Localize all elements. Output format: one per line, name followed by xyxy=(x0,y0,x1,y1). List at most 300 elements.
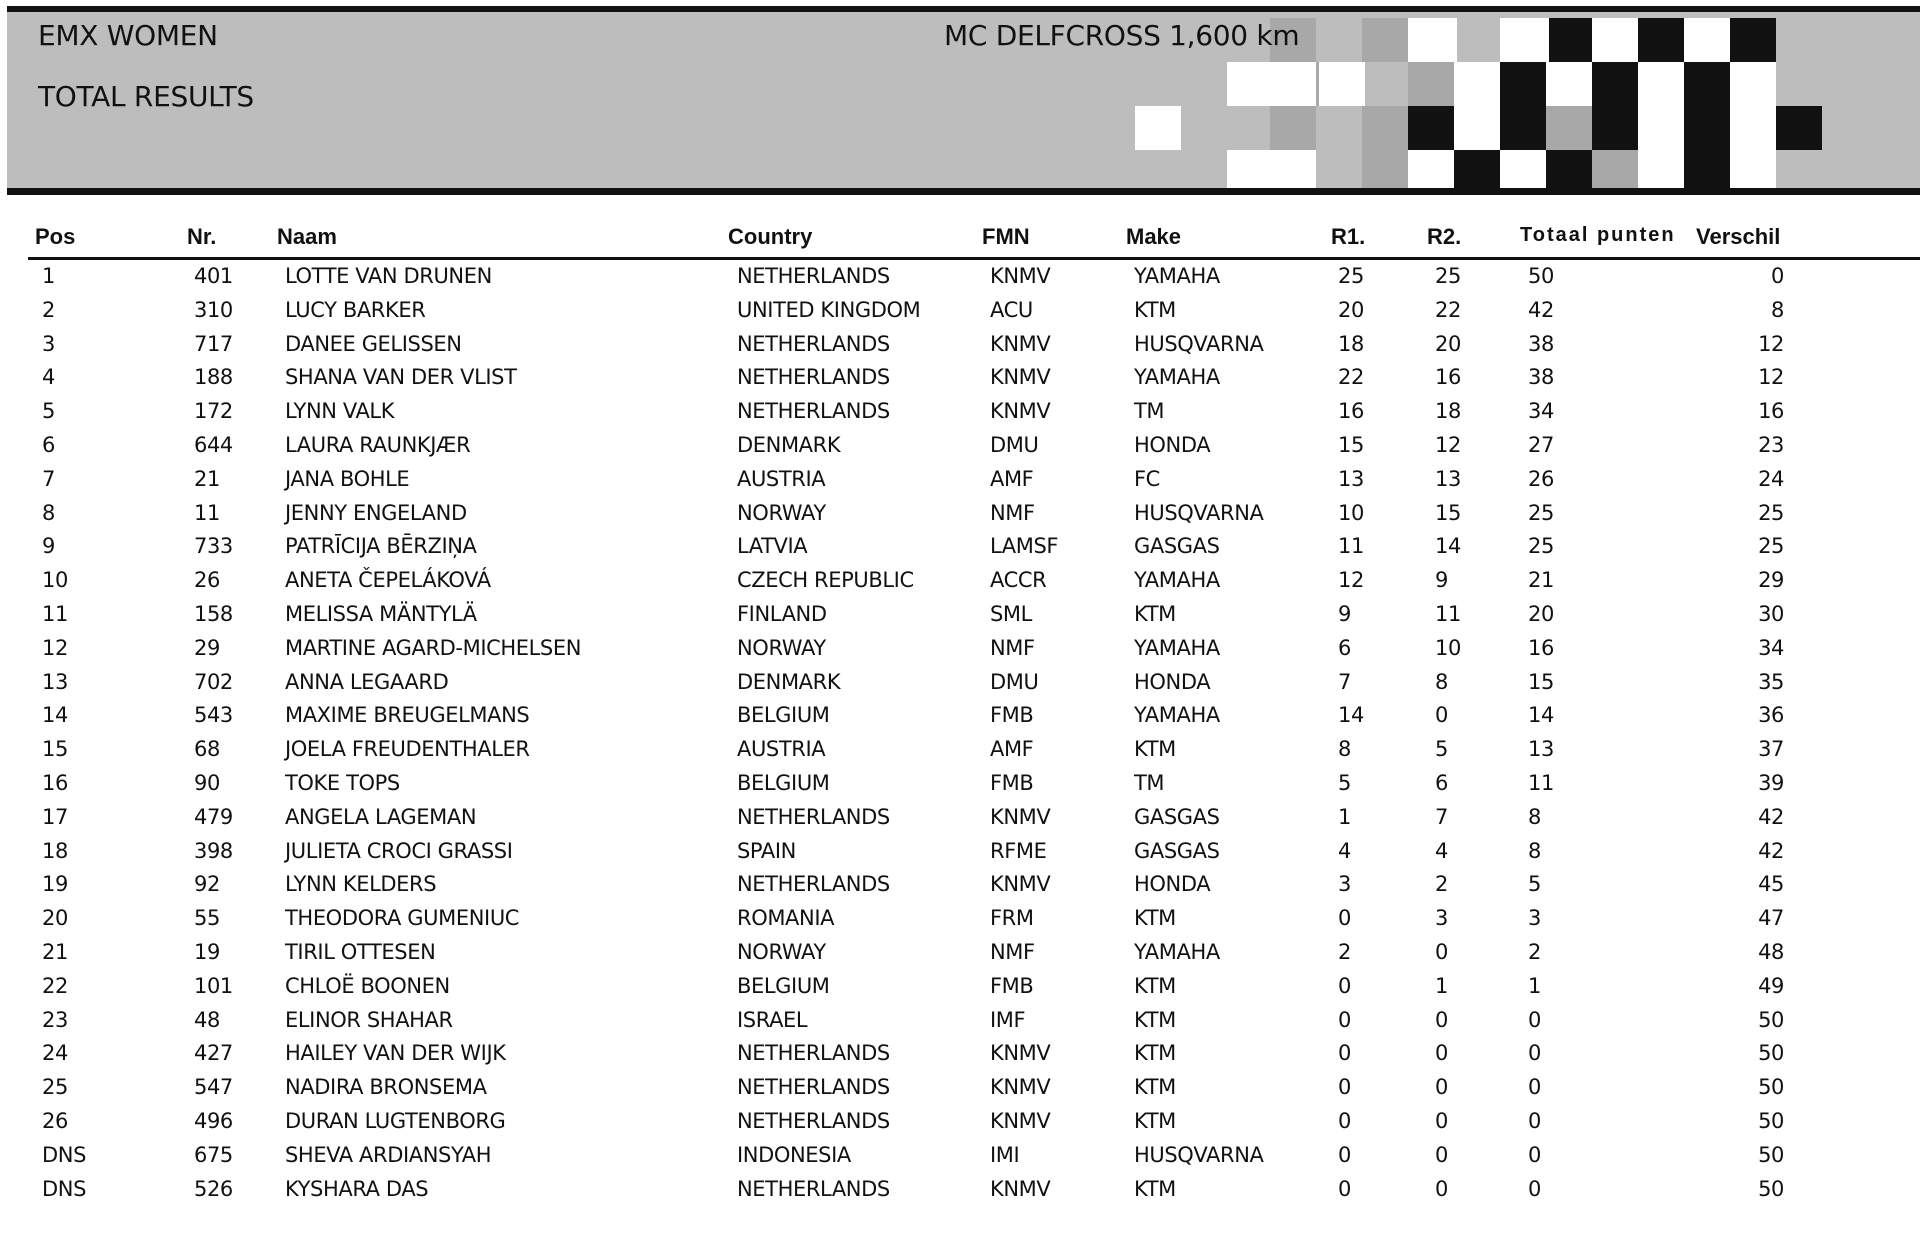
cell-fmn: FMB xyxy=(990,973,1034,998)
cell-fmn: KNMV xyxy=(990,365,1051,390)
cell-r2: 6 xyxy=(1435,770,1448,795)
cell-verschil: 24 xyxy=(1758,466,1784,491)
flag-square xyxy=(1454,150,1500,194)
cell-nr: 547 xyxy=(194,1075,233,1100)
cell-nr: 398 xyxy=(194,838,233,863)
col-header-country: Country xyxy=(728,224,813,249)
cell-country: NETHERLANDS xyxy=(737,399,890,424)
cell-totaal: 42 xyxy=(1528,297,1554,322)
cell-country: DENMARK xyxy=(737,432,841,457)
flag-square xyxy=(1638,150,1684,194)
table-row xyxy=(0,566,1920,600)
flag-square xyxy=(1408,106,1454,150)
cell-naam: LAURA RAUNKJÆR xyxy=(285,432,471,457)
cell-totaal: 2 xyxy=(1528,939,1541,964)
cell-naam: THEODORA GUMENIUC xyxy=(285,906,520,931)
cell-totaal: 34 xyxy=(1528,399,1554,424)
cell-r2: 3 xyxy=(1435,906,1448,931)
cell-totaal: 0 xyxy=(1528,1075,1541,1100)
cell-verschil: 25 xyxy=(1758,534,1784,559)
cell-pos: 19 xyxy=(42,872,68,897)
cell-fmn: FMB xyxy=(990,770,1034,795)
cell-r1: 0 xyxy=(1338,1007,1351,1032)
cell-naam: SHEVA ARDIANSYAH xyxy=(285,1142,492,1167)
cell-r1: 25 xyxy=(1338,264,1364,288)
table-row xyxy=(0,1006,1920,1040)
cell-fmn: KNMV xyxy=(990,331,1051,356)
cell-country: NETHERLANDS xyxy=(737,1041,890,1066)
cell-pos: 3 xyxy=(42,331,55,356)
cell-r2: 22 xyxy=(1435,297,1461,322)
flag-square xyxy=(1546,150,1592,194)
cell-verschil: 35 xyxy=(1758,669,1784,694)
cell-pos: 5 xyxy=(42,399,55,424)
cell-country: NORWAY xyxy=(737,635,826,660)
flag-square xyxy=(1592,62,1638,106)
cell-fmn: KNMV xyxy=(990,804,1051,829)
cell-fmn: LAMSF xyxy=(990,534,1059,559)
cell-make: GASGAS xyxy=(1134,838,1220,863)
cell-verschil: 50 xyxy=(1758,1142,1784,1167)
cell-naam: CHLOË BOONEN xyxy=(285,973,450,998)
cell-country: AUSTRIA xyxy=(737,737,826,762)
cell-pos: 20 xyxy=(42,906,68,931)
cell-pos: 22 xyxy=(42,973,68,998)
cell-make: KTM xyxy=(1134,1176,1176,1201)
cell-r1: 16 xyxy=(1338,399,1364,424)
cell-pos: 24 xyxy=(42,1041,68,1066)
cell-verschil: 42 xyxy=(1758,804,1784,829)
cell-nr: 29 xyxy=(194,635,220,660)
cell-country: UNITED KINGDOM xyxy=(737,297,921,322)
cell-make: KTM xyxy=(1134,1075,1176,1100)
cell-r2: 1 xyxy=(1435,973,1448,998)
cell-verschil: 47 xyxy=(1758,906,1784,931)
flag-square xyxy=(1546,106,1592,150)
cell-naam: KYSHARA DAS xyxy=(285,1176,429,1201)
cell-country: NETHERLANDS xyxy=(737,872,890,897)
table-row xyxy=(0,296,1920,330)
cell-r1: 0 xyxy=(1338,906,1351,931)
flag-square xyxy=(1454,62,1500,106)
cell-make: HUSQVARNA xyxy=(1134,331,1264,356)
col-header-verschil: Verschil xyxy=(1696,224,1781,249)
cell-totaal: 3 xyxy=(1528,906,1541,931)
cell-fmn: KNMV xyxy=(990,264,1051,288)
table-row xyxy=(0,262,1920,296)
cell-naam: JULIETA CROCI GRASSI xyxy=(285,838,513,863)
cell-r2: 16 xyxy=(1435,365,1461,390)
flag-square xyxy=(1270,150,1316,194)
cell-totaal: 50 xyxy=(1528,264,1554,288)
cell-nr: 55 xyxy=(194,906,220,931)
cell-pos: DNS xyxy=(42,1142,87,1167)
cell-fmn: ACU xyxy=(990,297,1033,322)
flag-square xyxy=(1362,18,1408,62)
cell-fmn: RFME xyxy=(990,838,1047,863)
cell-pos: 2 xyxy=(42,297,55,322)
cell-nr: 26 xyxy=(194,568,220,593)
cell-naam: DURAN LUGTENBORG xyxy=(285,1108,506,1133)
flag-square xyxy=(1227,150,1273,194)
cell-totaal: 38 xyxy=(1528,331,1554,356)
flag-square xyxy=(1408,62,1454,106)
cell-make: GASGAS xyxy=(1134,804,1220,829)
flag-square xyxy=(1454,106,1500,150)
cell-verschil: 48 xyxy=(1758,939,1784,964)
header-divider xyxy=(28,257,1920,260)
cell-verschil: 50 xyxy=(1758,1075,1784,1100)
table-row xyxy=(0,904,1920,938)
cell-r2: 13 xyxy=(1435,466,1461,491)
cell-naam: JANA BOHLE xyxy=(285,466,410,491)
cell-verschil: 0 xyxy=(1771,264,1784,288)
flag-square xyxy=(1546,18,1592,62)
cell-make: KTM xyxy=(1134,1041,1176,1066)
col-header-nr: Nr. xyxy=(187,224,217,249)
cell-make: YAMAHA xyxy=(1134,264,1220,288)
cell-make: TM xyxy=(1134,770,1165,795)
flag-square xyxy=(1684,106,1730,150)
cell-pos: 4 xyxy=(42,365,55,390)
cell-r2: 2 xyxy=(1435,872,1448,897)
cell-nr: 675 xyxy=(194,1142,233,1167)
header-banner xyxy=(7,6,1920,195)
cell-make: YAMAHA xyxy=(1134,635,1220,660)
cell-country: DENMARK xyxy=(737,669,841,694)
cell-r2: 15 xyxy=(1435,500,1461,525)
cell-verschil: 50 xyxy=(1758,1108,1784,1133)
cell-fmn: IMI xyxy=(990,1142,1020,1167)
cell-r2: 0 xyxy=(1435,1041,1448,1066)
cell-pos: DNS xyxy=(42,1176,87,1201)
cell-verschil: 12 xyxy=(1758,365,1784,390)
cell-r2: 8 xyxy=(1435,669,1448,694)
cell-r1: 7 xyxy=(1338,669,1351,694)
cell-pos: 15 xyxy=(42,737,68,762)
cell-pos: 23 xyxy=(42,1007,68,1032)
cell-make: HUSQVARNA xyxy=(1134,1142,1264,1167)
cell-totaal: 0 xyxy=(1528,1108,1541,1133)
flag-square xyxy=(1638,62,1684,106)
flag-square xyxy=(1592,18,1638,62)
cell-make: KTM xyxy=(1134,906,1176,931)
cell-totaal: 0 xyxy=(1528,1041,1541,1066)
table-row xyxy=(0,1175,1920,1209)
table-row xyxy=(0,499,1920,533)
cell-nr: 702 xyxy=(194,669,233,694)
cell-nr: 310 xyxy=(194,297,233,322)
cell-make: YAMAHA xyxy=(1134,939,1220,964)
flag-square xyxy=(1500,62,1546,106)
cell-fmn: NMF xyxy=(990,635,1035,660)
cell-r1: 15 xyxy=(1338,432,1364,457)
cell-verschil: 45 xyxy=(1758,872,1784,897)
cell-nr: 101 xyxy=(194,973,233,998)
table-row xyxy=(0,735,1920,769)
cell-r1: 12 xyxy=(1338,568,1364,593)
cell-r1: 0 xyxy=(1338,1041,1351,1066)
cell-totaal: 27 xyxy=(1528,432,1554,457)
cell-make: TM xyxy=(1134,399,1165,424)
cell-make: KTM xyxy=(1134,1108,1176,1133)
cell-pos: 18 xyxy=(42,838,68,863)
cell-r2: 20 xyxy=(1435,331,1461,356)
cell-naam: LYNN VALK xyxy=(285,399,395,424)
cell-verschil: 39 xyxy=(1758,770,1784,795)
cell-naam: ANNA LEGAARD xyxy=(285,669,449,694)
cell-pos: 13 xyxy=(42,669,68,694)
cell-verschil: 8 xyxy=(1771,297,1784,322)
cell-fmn: NMF xyxy=(990,939,1035,964)
table-row xyxy=(0,1073,1920,1107)
flag-square xyxy=(1592,150,1638,194)
table-row xyxy=(0,1039,1920,1073)
cell-r1: 8 xyxy=(1338,737,1351,762)
cell-country: NORWAY xyxy=(737,939,826,964)
cell-totaal: 25 xyxy=(1528,534,1554,559)
cell-pos: 12 xyxy=(42,635,68,660)
cell-nr: 717 xyxy=(194,331,233,356)
cell-nr: 733 xyxy=(194,534,233,559)
flag-square xyxy=(1319,62,1365,106)
cell-verschil: 25 xyxy=(1758,500,1784,525)
cell-pos: 8 xyxy=(42,500,55,525)
flag-square xyxy=(1730,150,1776,194)
cell-naam: ANETA ČEPELÁKOVÁ xyxy=(285,568,491,593)
cell-verschil: 50 xyxy=(1758,1007,1784,1032)
cell-naam: SHANA VAN DER VLIST xyxy=(285,365,517,390)
cell-naam: HAILEY VAN DER WIJK xyxy=(285,1041,506,1066)
flag-square xyxy=(1546,62,1592,106)
cell-naam: LYNN KELDERS xyxy=(285,872,437,897)
cell-nr: 21 xyxy=(194,466,220,491)
cell-fmn: AMF xyxy=(990,466,1034,491)
table-row xyxy=(0,1141,1920,1175)
cell-r2: 7 xyxy=(1435,804,1448,829)
cell-r1: 1 xyxy=(1338,804,1351,829)
cell-verschil: 30 xyxy=(1758,601,1784,626)
cell-nr: 11 xyxy=(194,500,220,525)
cell-naam: LUCY BARKER xyxy=(285,297,426,322)
class-title: EMX WOMEN xyxy=(38,19,218,52)
cell-r2: 0 xyxy=(1435,1142,1448,1167)
cell-nr: 401 xyxy=(194,264,233,288)
cell-fmn: AMF xyxy=(990,737,1034,762)
flag-square xyxy=(1730,62,1776,106)
col-header-r2: R2. xyxy=(1427,224,1462,249)
flag-square xyxy=(1684,62,1730,106)
table-row xyxy=(0,769,1920,803)
table-row xyxy=(0,837,1920,871)
cell-pos: 14 xyxy=(42,703,68,728)
cell-make: KTM xyxy=(1134,297,1176,322)
col-header-totaal: Totaal punten xyxy=(1520,224,1676,246)
cell-nr: 172 xyxy=(194,399,233,424)
table-row xyxy=(0,634,1920,668)
table-row xyxy=(0,397,1920,431)
cell-r2: 0 xyxy=(1435,939,1448,964)
cell-make: KTM xyxy=(1134,973,1176,998)
cell-r2: 14 xyxy=(1435,534,1461,559)
cell-country: NETHERLANDS xyxy=(737,804,890,829)
cell-country: SPAIN xyxy=(737,838,796,863)
cell-r1: 9 xyxy=(1338,601,1351,626)
cell-nr: 644 xyxy=(194,432,233,457)
cell-totaal: 8 xyxy=(1528,838,1541,863)
cell-r2: 0 xyxy=(1435,703,1448,728)
cell-naam: TIRIL OTTESEN xyxy=(285,939,436,964)
table-row xyxy=(0,431,1920,465)
cell-r2: 0 xyxy=(1435,1075,1448,1100)
cell-country: FINLAND xyxy=(737,601,827,626)
cell-country: ROMANIA xyxy=(737,906,835,931)
cell-fmn: DMU xyxy=(990,669,1039,694)
cell-r1: 0 xyxy=(1338,1108,1351,1133)
cell-r2: 18 xyxy=(1435,399,1461,424)
cell-verschil: 42 xyxy=(1758,838,1784,863)
cell-r1: 3 xyxy=(1338,872,1351,897)
col-header-r1: R1. xyxy=(1331,224,1366,249)
cell-country: INDONESIA xyxy=(737,1142,851,1167)
event-title: MC DELFCROSS 1,600 km xyxy=(944,19,1300,52)
cell-totaal: 21 xyxy=(1528,568,1554,593)
cell-naam: ELINOR SHAHAR xyxy=(285,1007,453,1032)
cell-country: CZECH REPUBLIC xyxy=(737,568,914,593)
cell-r2: 0 xyxy=(1435,1108,1448,1133)
cell-nr: 19 xyxy=(194,939,220,964)
cell-country: ISRAEL xyxy=(737,1007,808,1032)
cell-country: BELGIUM xyxy=(737,770,830,795)
cell-r2: 10 xyxy=(1435,635,1461,660)
cell-fmn: DMU xyxy=(990,432,1039,457)
cell-make: KTM xyxy=(1134,1007,1176,1032)
cell-nr: 158 xyxy=(194,601,233,626)
cell-pos: 10 xyxy=(42,568,68,593)
table-row xyxy=(0,938,1920,972)
cell-naam: JOELA FREUDENTHALER xyxy=(285,737,530,762)
cell-totaal: 15 xyxy=(1528,669,1554,694)
cell-make: HONDA xyxy=(1134,432,1211,457)
cell-r1: 5 xyxy=(1338,770,1351,795)
table-row xyxy=(0,972,1920,1006)
flag-square xyxy=(1270,106,1316,150)
cell-make: YAMAHA xyxy=(1134,703,1220,728)
cell-totaal: 11 xyxy=(1528,770,1554,795)
flag-square xyxy=(1730,106,1776,150)
cell-r2: 9 xyxy=(1435,568,1448,593)
cell-pos: 26 xyxy=(42,1108,68,1133)
cell-fmn: FMB xyxy=(990,703,1034,728)
table-row xyxy=(0,803,1920,837)
cell-make: GASGAS xyxy=(1134,534,1220,559)
cell-make: FC xyxy=(1134,466,1160,491)
cell-r1: 13 xyxy=(1338,466,1364,491)
cell-fmn: KNMV xyxy=(990,1108,1051,1133)
cell-verschil: 12 xyxy=(1758,331,1784,356)
cell-pos: 7 xyxy=(42,466,55,491)
cell-nr: 543 xyxy=(194,703,233,728)
cell-fmn: ACCR xyxy=(990,568,1047,593)
cell-r1: 10 xyxy=(1338,500,1364,525)
cell-nr: 479 xyxy=(194,804,233,829)
cell-make: KTM xyxy=(1134,737,1176,762)
cell-verschil: 50 xyxy=(1758,1176,1784,1201)
cell-r2: 25 xyxy=(1435,264,1461,288)
cell-verschil: 37 xyxy=(1758,737,1784,762)
flag-square xyxy=(1684,150,1730,194)
cell-r1: 20 xyxy=(1338,297,1364,322)
cell-nr: 188 xyxy=(194,365,233,390)
cell-country: NETHERLANDS xyxy=(737,365,890,390)
cell-verschil: 23 xyxy=(1758,432,1784,457)
cell-totaal: 0 xyxy=(1528,1007,1541,1032)
flag-square xyxy=(1776,106,1822,150)
cell-make: HONDA xyxy=(1134,872,1211,897)
cell-country: NORWAY xyxy=(737,500,826,525)
cell-make: HUSQVARNA xyxy=(1134,500,1264,525)
cell-fmn: KNMV xyxy=(990,1176,1051,1201)
cell-r1: 0 xyxy=(1338,1176,1351,1201)
cell-naam: JENNY ENGELAND xyxy=(285,500,467,525)
cell-r1: 18 xyxy=(1338,331,1364,356)
cell-r1: 22 xyxy=(1338,365,1364,390)
cell-totaal: 38 xyxy=(1528,365,1554,390)
cell-r2: 0 xyxy=(1435,1007,1448,1032)
cell-naam: DANEE GELISSEN xyxy=(285,331,462,356)
cell-r1: 11 xyxy=(1338,534,1364,559)
results-table xyxy=(0,262,1920,1208)
cell-fmn: FRM xyxy=(990,906,1034,931)
cell-naam: PATRĪCIJA BĒRZIŅA xyxy=(285,534,477,559)
flag-square xyxy=(1362,150,1408,194)
cell-pos: 17 xyxy=(42,804,68,829)
cell-totaal: 8 xyxy=(1528,804,1541,829)
cell-naam: ANGELA LAGEMAN xyxy=(285,804,477,829)
cell-country: NETHERLANDS xyxy=(737,331,890,356)
cell-fmn: KNMV xyxy=(990,1041,1051,1066)
cell-country: NETHERLANDS xyxy=(737,1176,890,1201)
flag-square xyxy=(1411,18,1457,62)
cell-make: YAMAHA xyxy=(1134,365,1220,390)
cell-country: NETHERLANDS xyxy=(737,1075,890,1100)
cell-totaal: 5 xyxy=(1528,872,1541,897)
cell-nr: 48 xyxy=(194,1007,220,1032)
cell-pos: 21 xyxy=(42,939,68,964)
cell-r1: 6 xyxy=(1338,635,1351,660)
cell-r2: 0 xyxy=(1435,1176,1448,1201)
cell-fmn: NMF xyxy=(990,500,1035,525)
cell-r1: 2 xyxy=(1338,939,1351,964)
cell-country: AUSTRIA xyxy=(737,466,826,491)
cell-pos: 25 xyxy=(42,1075,68,1100)
cell-pos: 6 xyxy=(42,432,55,457)
cell-r1: 0 xyxy=(1338,1075,1351,1100)
cell-fmn: IMF xyxy=(990,1007,1026,1032)
flag-square xyxy=(1638,18,1684,62)
cell-totaal: 14 xyxy=(1528,703,1554,728)
col-header-naam: Naam xyxy=(277,224,337,249)
cell-r1: 0 xyxy=(1338,1142,1351,1167)
cell-verschil: 29 xyxy=(1758,568,1784,593)
cell-country: BELGIUM xyxy=(737,973,830,998)
table-row xyxy=(0,668,1920,702)
flag-square xyxy=(1270,62,1316,106)
table-row xyxy=(0,600,1920,634)
cell-naam: TOKE TOPS xyxy=(285,770,400,795)
cell-verschil: 16 xyxy=(1758,399,1784,424)
cell-totaal: 0 xyxy=(1528,1176,1541,1201)
